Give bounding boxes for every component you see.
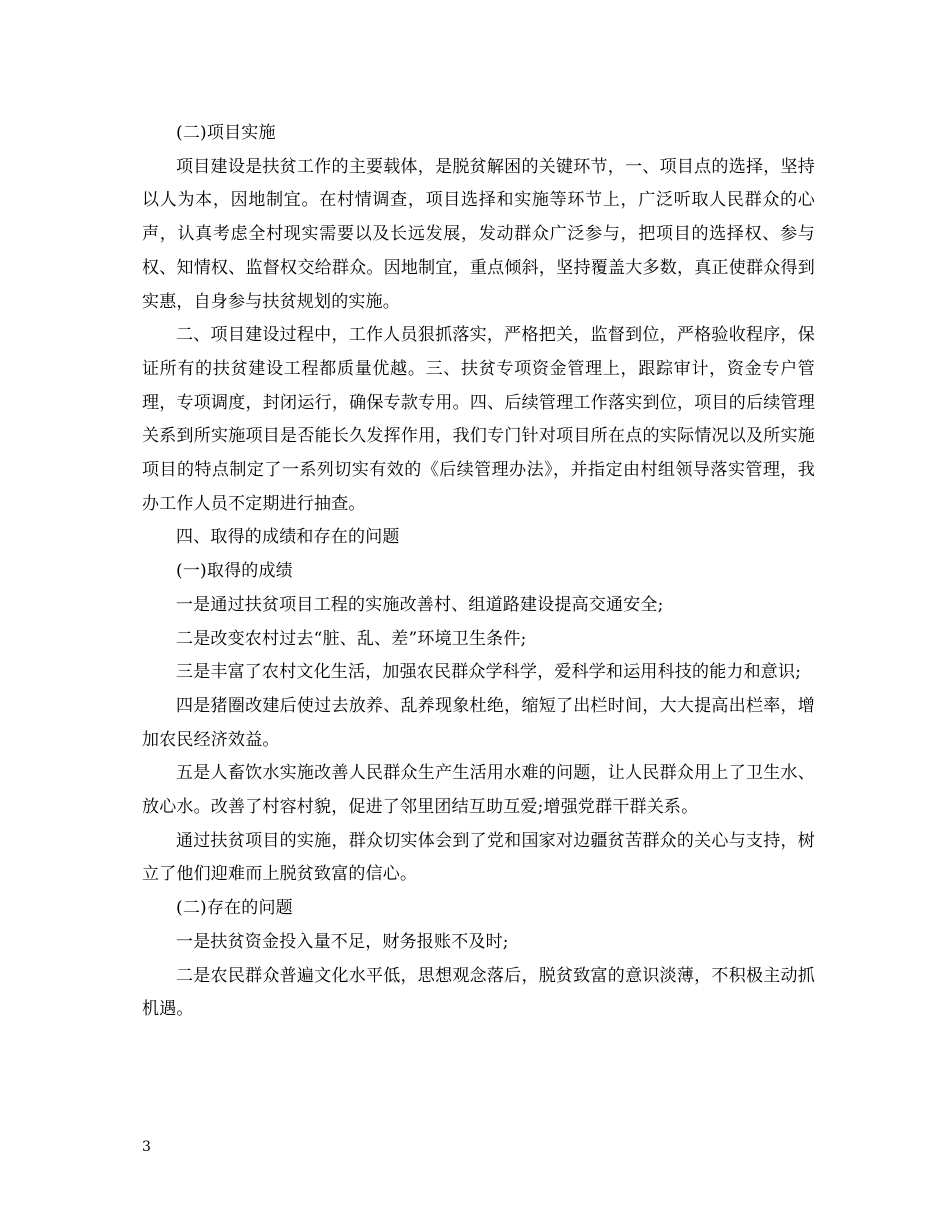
paragraph-problem-1: 一是扶贫资金投入量不足，财务报账不及时;: [176, 931, 509, 952]
paragraph-achievement-5: 五是人畜饮水实施改善人民群众生产生活用水难的问题，让人民群众用上了卫生水、放心水。改善了村容村貌，促进了邻里团结互助互爱;增强党群干群关系。: [142, 763, 815, 818]
subheading-achievements: (一)取得的成绩: [176, 561, 293, 582]
paragraph-achievement-summary: 通过扶贫项目的实施，群众切实体会到了党和国家对边疆贫苦群众的关心与支持，树立了他们迎难而上脱贫致富的信心。: [142, 830, 815, 885]
section-heading-project-implementation: (二)项目实施: [176, 123, 276, 143]
paragraph-project-construction: 二、项目建设过程中，工作人员狠抓落实，严格把关，监督到位，严格验收程序，保证所有的扶贫建设工程都质量优越。三、扶贫专项资金管理上，跟踪审计，资金专户管理，专项调度，封闭运行，确保专款专用。四、后续管理工作落实到位，项目的后续管理关系到所实施项目是否能长久发挥作用，我们专门针对项目所在点的实际情况以及所实施项目的特点制定了一系列切实有效的《后续管理办法》，并指定由村组领导落实管理，我办工作人员不定期进行抽查。: [142, 325, 815, 514]
section-heading-achievements-and-problems: 四、取得的成绩和存在的问题: [176, 527, 400, 548]
paragraph-achievement-4: 四是猪圈改建后使过去放养、乱养现象杜绝，缩短了出栏时间，大大提高出栏率，增加农民经济效益。: [142, 695, 815, 750]
paragraph-project-selection: 项目建设是扶贫工作的主要载体，是脱贫解困的关键环节，一、项目点的选择，坚持以人为本，因地制宜。在村情调查，项目选择和实施等环节上，广泛听取人民群众的心声，认真考虑全村现实需要以及长远发展，发动群众广泛参与，把项目的选择权、参与权、知情权、监督权交给群众。因地制宜，重点倾斜，坚持覆盖大多数，真正使群众得到实惠，自身参与扶贫规划的实施。: [142, 156, 815, 312]
paragraph-achievement-3: 三是丰富了农村文化生活，加强农民群众学科学，爱科学和运用科技的能力和意识;: [176, 662, 802, 683]
paragraph-achievement-2: 二是改变农村过去“脏、乱、差”环境卫生条件;: [176, 628, 527, 649]
subheading-problems: (二)存在的问题: [176, 898, 293, 919]
paragraph-problem-2: 二是农民群众普遍文化水平低，思想观念落后，脱贫致富的意识淡薄，不积极主动抓机遇。: [142, 965, 815, 1020]
page-number: 3: [142, 1139, 151, 1155]
paragraph-achievement-1: 一是通过扶贫项目工程的实施改善村、组道路建设提高交通安全;: [176, 594, 664, 615]
document-body: [142, 117, 815, 1027]
